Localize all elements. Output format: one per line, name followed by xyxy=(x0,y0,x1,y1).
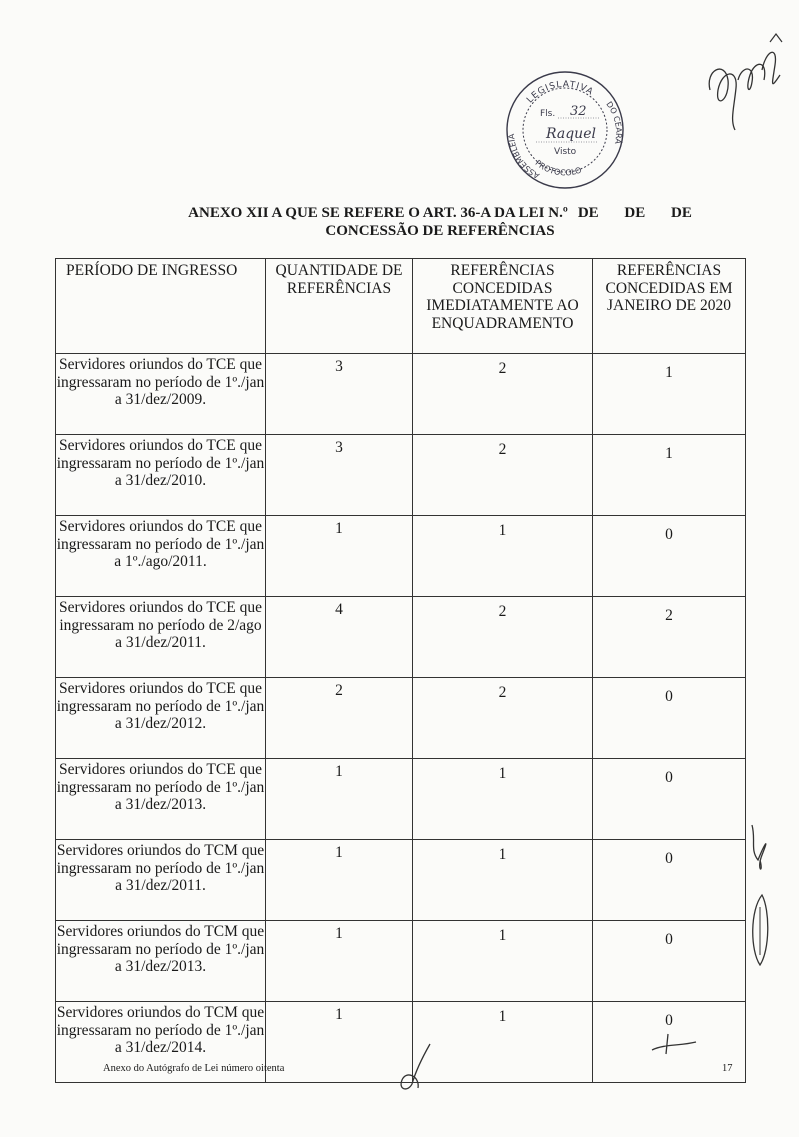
cell-imediatamente: 1 xyxy=(413,840,593,921)
stamp-fls-value: 32 xyxy=(570,104,587,119)
table-header-row xyxy=(56,259,746,354)
stamp-ring-left: ASSEMBLEIA xyxy=(506,133,542,181)
cell-imediatamente: 2 xyxy=(413,354,593,435)
cell-periodo: Servidores oriundos do TCM que ingressaram no período de 1º./jan a 31/dez/2013. xyxy=(56,921,266,1002)
document-title xyxy=(140,204,740,240)
table-row xyxy=(56,759,746,840)
cell-imediatamente: 2 xyxy=(413,597,593,678)
cell-quantidade: 1 xyxy=(266,1002,413,1083)
table-row xyxy=(56,516,746,597)
cell-imediatamente: 1 xyxy=(413,1002,593,1083)
cell-janeiro: 0 xyxy=(593,1002,746,1083)
stamp-fls-label: Fls. xyxy=(540,109,556,119)
cell-periodo: Servidores oriundos do TCM que ingressaram no período de 1º./jan a 31/dez/2014. xyxy=(56,1002,266,1083)
cell-periodo: Servidores oriundos do TCM que ingressaram no período de 1º./jan a 31/dez/2011. xyxy=(56,840,266,921)
stamp-ring-right: DO CEARÁ xyxy=(604,99,624,145)
svg-text:LEGISLATIVA xyxy=(525,80,595,105)
cell-quantidade: 2 xyxy=(266,678,413,759)
cell-imediatamente: 2 xyxy=(413,435,593,516)
cell-periodo: Servidores oriundos do TCE que ingressaram no período de 1º./jan a 1º./ago/2011. xyxy=(56,516,266,597)
table-row xyxy=(56,678,746,759)
cell-janeiro: 2 xyxy=(593,597,746,678)
cell-imediatamente: 1 xyxy=(413,921,593,1002)
cell-quantidade: 1 xyxy=(266,840,413,921)
footer-text: Anexo do Autógrafo de Lei número oitenta xyxy=(103,1063,285,1074)
header-janeiro-2020: REFERÊNCIAS CONCEDIDAS EM JANEIRO DE 2020 xyxy=(593,259,746,354)
title-line-1: ANEXO XII A QUE SE REFERE O ART. 36-A DA LEI N.º xyxy=(188,205,568,221)
table-row xyxy=(56,354,746,435)
cell-periodo: Servidores oriundos do TCE que ingressaram no período de 1º./jan a 31/dez/2012. xyxy=(56,678,266,759)
cell-janeiro: 0 xyxy=(593,759,746,840)
cell-janeiro: 0 xyxy=(593,840,746,921)
table-row xyxy=(56,597,746,678)
cell-janeiro: 0 xyxy=(593,921,746,1002)
table-row xyxy=(56,435,746,516)
cell-periodo: Servidores oriundos do TCE que ingressaram no período de 1º./jan a 31/dez/2009. xyxy=(56,354,266,435)
cell-quantidade: 3 xyxy=(266,435,413,516)
cell-quantidade: 4 xyxy=(266,597,413,678)
cell-janeiro: 1 xyxy=(593,354,746,435)
margin-initials xyxy=(742,815,782,975)
cell-imediatamente: 1 xyxy=(413,516,593,597)
cell-periodo: Servidores oriundos do TCE que ingressaram no período de 2/ago a 31/dez/2011. xyxy=(56,597,266,678)
table-row xyxy=(56,840,746,921)
protocol-stamp xyxy=(500,64,630,194)
stamp-ring-bottom: PROTOCOLO xyxy=(533,158,583,178)
footer-signature xyxy=(390,1040,450,1095)
title-line-2: CONCESSÃO DE REFERÊNCIAS xyxy=(325,223,555,239)
header-quantidade: QUANTIDADE DE REFERÊNCIAS xyxy=(266,259,413,354)
header-periodo: PERÍODO DE INGRESSO xyxy=(56,259,266,354)
cell-quantidade: 3 xyxy=(266,354,413,435)
cell-quantidade: 1 xyxy=(266,516,413,597)
title-blank-dates: DE DE DE xyxy=(577,205,692,221)
stamp-ring-top: LEGISLATIVA xyxy=(525,79,596,106)
cell-janeiro: 0 xyxy=(593,516,746,597)
page-number: 17 xyxy=(722,1063,733,1074)
footer-rubric xyxy=(650,1028,700,1058)
cell-periodo: Servidores oriundos do TCE que ingressaram no período de 1º./jan a 31/dez/2010. xyxy=(56,435,266,516)
cell-imediatamente: 1 xyxy=(413,759,593,840)
cell-janeiro: 1 xyxy=(593,435,746,516)
cell-quantidade: 1 xyxy=(266,921,413,1002)
stamp-visto-label: Visto xyxy=(554,147,577,157)
svg-text:PROTOCOLO xyxy=(534,158,583,177)
cell-quantidade: 1 xyxy=(266,759,413,840)
handwritten-signature-top xyxy=(700,30,790,140)
header-imediatamente: REFERÊNCIAS CONCEDIDAS IMEDIATAMENTE AO ENQUADRAMENTO xyxy=(413,259,593,354)
cell-imediatamente: 2 xyxy=(413,678,593,759)
cell-periodo: Servidores oriundos do TCE que ingressaram no período de 1º./jan a 31/dez/2013. xyxy=(56,759,266,840)
stamp-signature: Raquel xyxy=(546,126,596,142)
referencias-table xyxy=(55,258,746,1083)
cell-janeiro: 0 xyxy=(593,678,746,759)
table-row xyxy=(56,921,746,1002)
